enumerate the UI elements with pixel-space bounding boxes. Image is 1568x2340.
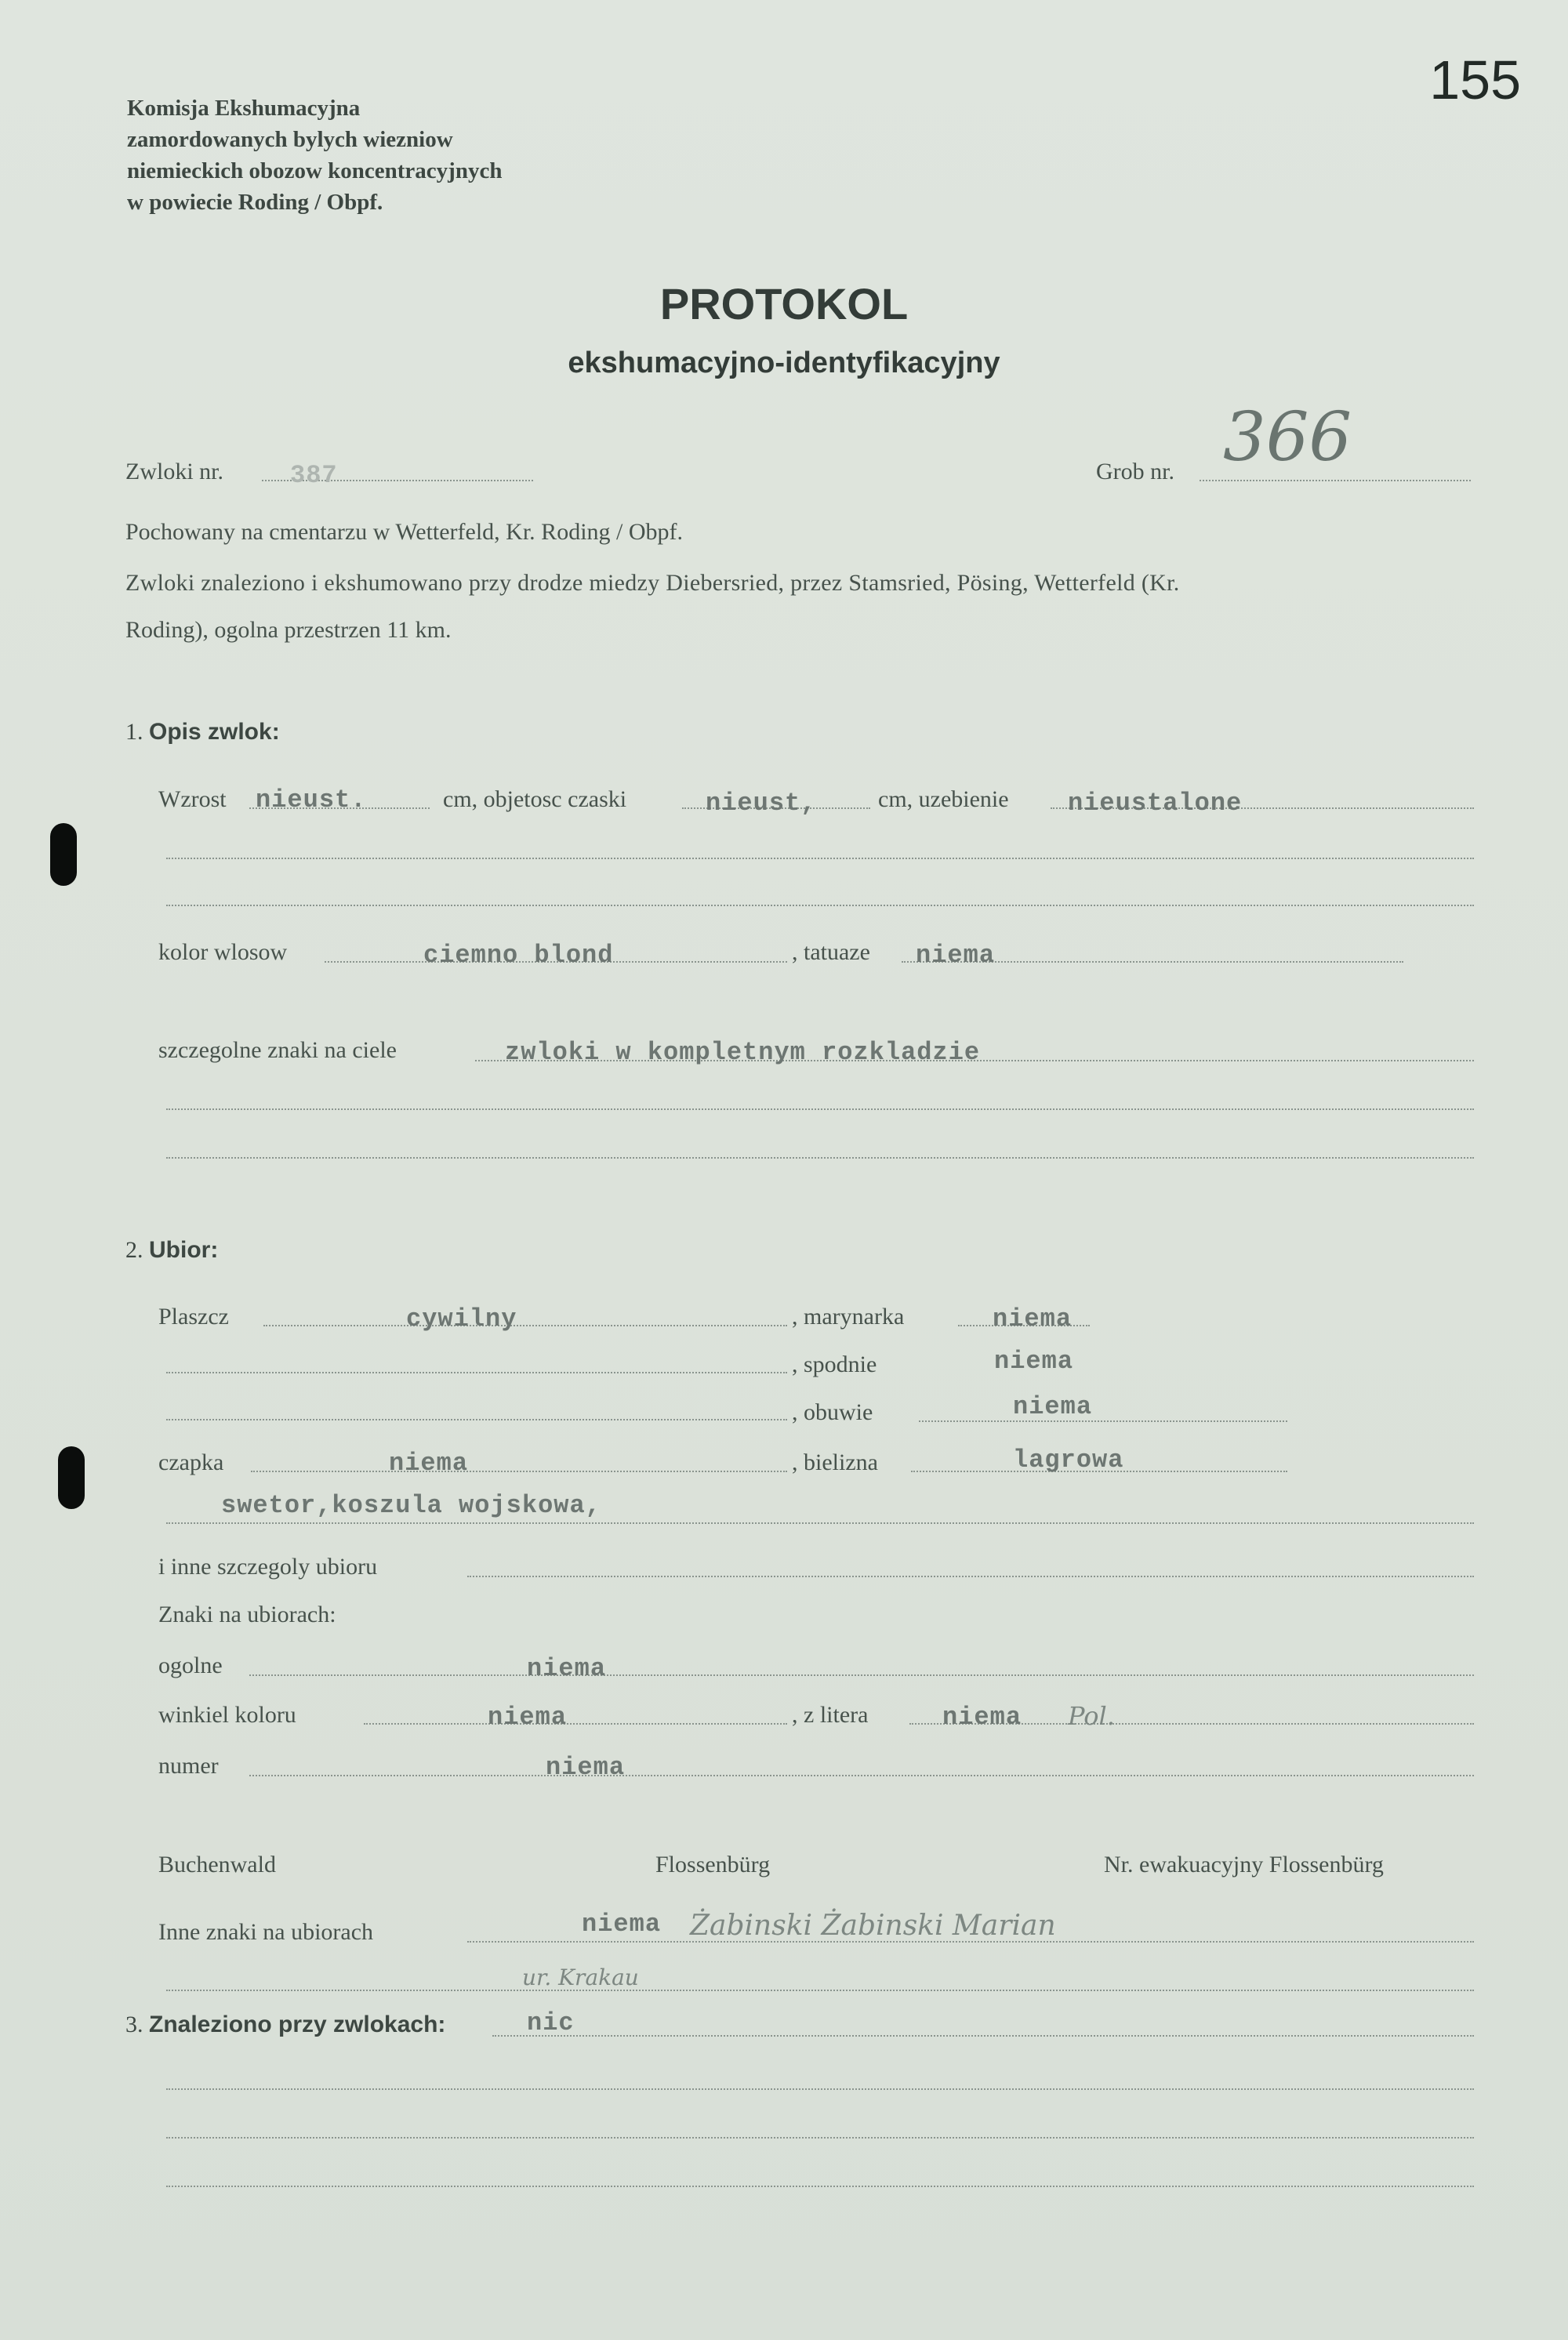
cap-value: niema: [389, 1449, 469, 1478]
number-line: [249, 1775, 1474, 1776]
other-details-label: i inne szczegoly ubioru: [158, 1554, 378, 1580]
blank-line: [166, 1108, 1474, 1110]
section-2-heading: [125, 1237, 218, 1264]
grob-label: Grob nr.: [1096, 459, 1174, 484]
hair-value: ciemno blond: [423, 941, 614, 970]
punch-hole-top: [50, 823, 77, 886]
found-line-2: Roding), ogolna przestrzen 11 km.: [125, 617, 452, 643]
other-details-line: [467, 1576, 1474, 1577]
blank-line: [166, 1372, 787, 1373]
trousers-label: , spodnie: [792, 1351, 877, 1377]
blank-line: [166, 905, 1474, 906]
coat-value: cywilny: [406, 1304, 517, 1333]
extra-clothing-line: [166, 1522, 1474, 1524]
coat-label: Plaszcz: [158, 1304, 229, 1330]
section-number: 1.: [125, 719, 143, 745]
extra-clothing-value: swetor,koszula wojskowa,: [221, 1491, 601, 1520]
zwloki-label: Zwloki nr.: [125, 459, 223, 484]
evacuation-label: Nr. ewakuacyjny Flossenbürg: [1104, 1852, 1384, 1877]
teeth-label: cm, uzebienie: [878, 786, 1009, 812]
tattoo-value: niema: [916, 941, 996, 970]
section-title: Znaleziono przy zwlokach:: [149, 2012, 446, 2037]
buchenwald-label: Buchenwald: [158, 1852, 276, 1877]
tattoo-label: , tatuaze: [792, 939, 870, 965]
cap-label: czapka: [158, 1449, 224, 1475]
triangle-value: niema: [488, 1703, 568, 1732]
general-value: niema: [527, 1654, 607, 1683]
letter-label: , z litera: [792, 1702, 869, 1728]
blank-line: [166, 1990, 1474, 1991]
document-subtitle: ekshumacyjno-identyfikacyjny: [568, 346, 1000, 379]
jacket-value: niema: [993, 1304, 1073, 1333]
grob-line: [1200, 480, 1471, 481]
document-title: PROTOKOL: [659, 279, 909, 328]
number-value: niema: [546, 1753, 626, 1782]
other-marks-label: Inne znaki na ubiorach: [158, 1919, 374, 1945]
found-line-1: Zwloki znaleziono i ekshumowano przy drodze miedzy Diebersried, przez Stamsried, Pösing, Wetterfeld (Kr.: [125, 570, 1180, 596]
section-number: 3.: [125, 2012, 143, 2037]
clothing-marks-label: Znaki na ubiorach:: [158, 1602, 336, 1627]
blank-line: [166, 1419, 787, 1420]
triangle-label: winkiel koloru: [158, 1702, 296, 1728]
commission-line: niemieckich obozow koncentracyjnych: [127, 158, 503, 183]
burial-line: Pochowany na cmentarzu w Wetterfeld, Kr. Roding / Obpf.: [125, 519, 684, 545]
height-label: Wzrost: [158, 786, 227, 812]
other-marks-handwriting-2: ur. Krakau: [522, 1965, 639, 1990]
commission-line: Komisja Ekshumacyjna: [127, 96, 361, 121]
other-marks-value: niema: [582, 1910, 662, 1939]
punch-hole-bottom: [58, 1446, 85, 1509]
section-title: Opis zwlok:: [149, 719, 280, 745]
page-number: 155: [1429, 49, 1521, 111]
blank-line: [166, 2137, 1474, 2139]
trousers-value: niema: [994, 1347, 1074, 1376]
shoes-value: niema: [1013, 1392, 1093, 1421]
section-number: 2.: [125, 1237, 143, 1263]
shoes-label: , obuwie: [792, 1399, 873, 1425]
blank-line: [166, 2088, 1474, 2090]
flossenburg-label: Flossenbürg: [655, 1852, 771, 1877]
general-label: ogolne: [158, 1653, 223, 1678]
triangle-line: [364, 1723, 787, 1725]
blank-line: [166, 2186, 1474, 2187]
number-label: numer: [158, 1753, 219, 1779]
commission-line: w powiecie Roding / Obpf.: [127, 190, 383, 215]
commission-line: zamordowanych bylych wiezniow: [127, 127, 453, 152]
hair-label: kolor wlosow: [158, 939, 288, 965]
marks-value: zwloki w kompletnym rozkladzie: [505, 1038, 981, 1067]
zwloki-value: 387: [290, 461, 338, 490]
skull-value: nieust,: [706, 789, 817, 818]
underwear-value: lagrowa: [1013, 1446, 1124, 1475]
letter-value: niema: [942, 1703, 1022, 1732]
shoes-line: [919, 1420, 1287, 1422]
height-value: nieust.: [256, 785, 367, 814]
letter-handwriting: Pol.: [1068, 1701, 1115, 1731]
commission-header: [127, 93, 502, 218]
general-line: [249, 1674, 1474, 1676]
grob-value: 366: [1223, 398, 1352, 477]
found-items-line: [492, 2035, 1474, 2037]
section-3-heading: [125, 2012, 445, 2038]
other-marks-handwriting: Żabinski Żabinski Marian: [690, 1910, 1056, 1942]
blank-line: [166, 1157, 1474, 1159]
marks-label: szczegolne znaki na ciele: [158, 1037, 397, 1063]
teeth-value: nieustalone: [1068, 789, 1243, 818]
section-1-heading: [125, 719, 280, 746]
underwear-label: , bielizna: [792, 1449, 878, 1475]
skull-label: cm, objetosc czaski: [443, 786, 627, 812]
blank-line: [166, 858, 1474, 859]
section-title: Ubior:: [149, 1237, 219, 1263]
cap-line: [251, 1471, 787, 1472]
found-items-value: nic: [527, 2008, 575, 2037]
coat-line: [263, 1325, 787, 1326]
jacket-label: , marynarka: [792, 1304, 905, 1330]
